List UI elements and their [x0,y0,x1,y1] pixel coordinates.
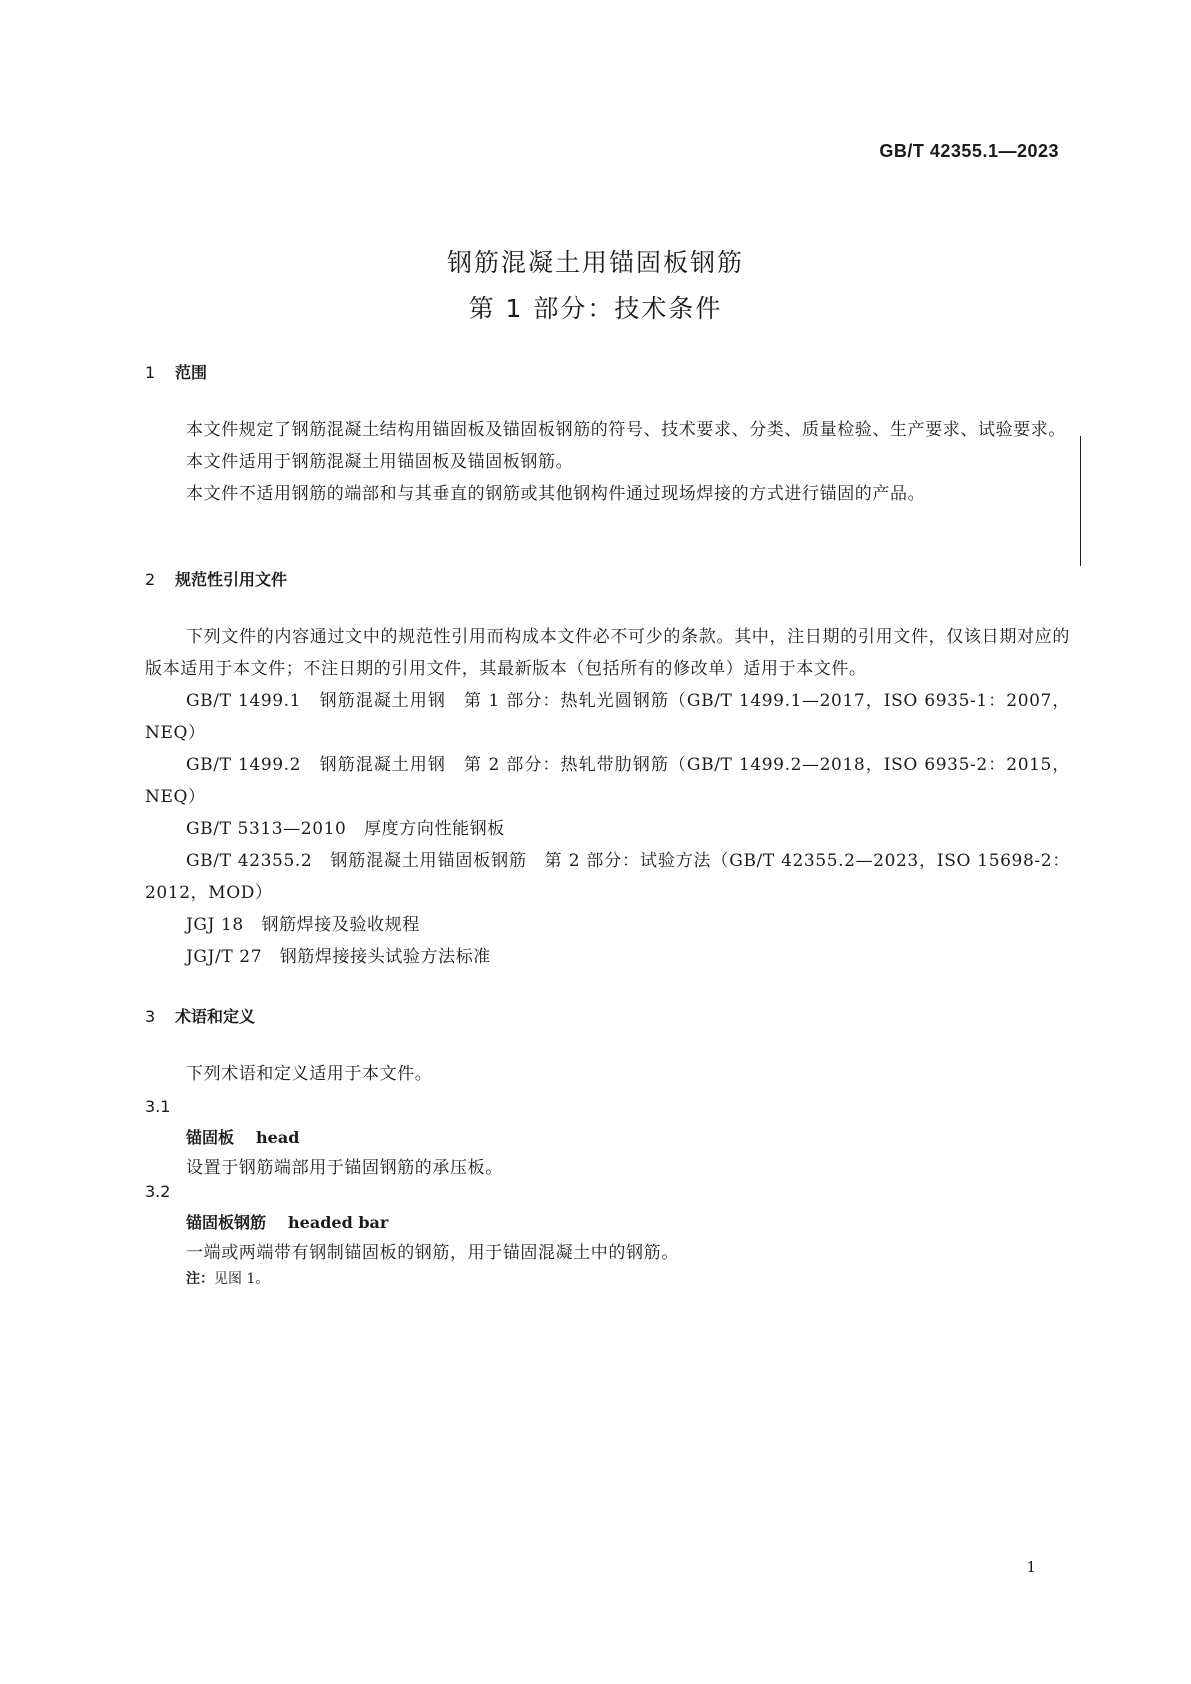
reference-item: GB/T 5313—2010 厚度方向性能钢板 [186,819,505,839]
section-number: 2 [145,570,156,589]
term-name [186,1125,299,1148]
change-bar [1080,436,1081,566]
paragraph: 下列术语和定义适用于本文件。 [186,1064,433,1084]
title-line-2: 第 1 部分：技术条件 [468,294,723,323]
section-title: 规范性引用文件 [175,570,288,589]
term-name [186,1210,388,1233]
term-name-zh: 锚固板 [186,1128,235,1147]
term-definition: 一端或两端带有钢制锚固板的钢筋，用于锚固混凝土中的钢筋。 [186,1243,679,1263]
document-title [0,240,1191,332]
standard-number: GB/T 42355.1—2023 [879,141,1059,161]
section-title: 范围 [175,363,208,382]
term-definition: 设置于钢筋端部用于锚固钢筋的承压板。 [186,1158,503,1178]
section-title: 术语和定义 [175,1007,256,1026]
section-number: 3 [145,1007,156,1026]
reference-item: JGJ/T 27 钢筋焊接接头试验方法标准 [186,947,491,967]
note-label: 注： [186,1271,214,1287]
section-1-body [145,414,1070,510]
title-line-1: 钢筋混凝土用锚固板钢筋 [446,248,744,277]
section-1-heading [145,360,207,383]
section-number: 1 [145,363,156,382]
note-text: 见图 1。 [214,1271,270,1287]
reference-item: JGJ 18 钢筋焊接及验收规程 [186,915,420,935]
section-3-heading [145,1004,255,1027]
page-number: 1 [1026,1558,1036,1576]
term-note [186,1268,269,1288]
reference-item: GB/T 42355.2 钢筋混凝土用锚固板钢筋 第 2 部分：试验方法（GB/T 42355.2—2023，ISO 15698-2：2012，MOD） [145,851,1070,903]
paragraph: 本文件规定了钢筋混凝土结构用锚固板及锚固板钢筋的符号、技术要求、分类、质量检验、生产要求、试验要求。 [186,420,1066,440]
reference-item: GB/T 1499.2 钢筋混凝土用钢 第 2 部分：热轧带肋钢筋（GB/T 1499.2—2018，ISO 6935-2：2015，NEQ） [145,755,1070,807]
section-3-intro [145,1058,1070,1090]
term-name-en: head [256,1128,300,1147]
paragraph: 本文件不适用钢筋的端部和与其垂直的钢筋或其他钢构件通过现场焊接的方式进行锚固的产品。 [186,484,926,504]
paragraph: 下列文件的内容通过文中的规范性引用而构成本文件必不可少的条款。其中，注日期的引用文件，仅该日期对应的版本适用于本文件；不注日期的引用文件，其最新版本（包括所有的修改单）适用于本文件。 [145,627,1070,679]
reference-item: GB/T 1499.1 钢筋混凝土用钢 第 1 部分：热轧光圆钢筋（GB/T 1499.1—2017，ISO 6935-1：2007，NEQ） [145,691,1070,743]
section-2-heading [145,567,287,590]
section-2-body [145,621,1070,973]
term-number: 3.1 [145,1097,171,1116]
term-number: 3.2 [145,1182,171,1201]
term-name-en: headed bar [288,1213,389,1232]
paragraph: 本文件适用于钢筋混凝土用锚固板及锚固板钢筋。 [186,452,574,472]
term-name-zh: 锚固板钢筋 [186,1213,267,1232]
